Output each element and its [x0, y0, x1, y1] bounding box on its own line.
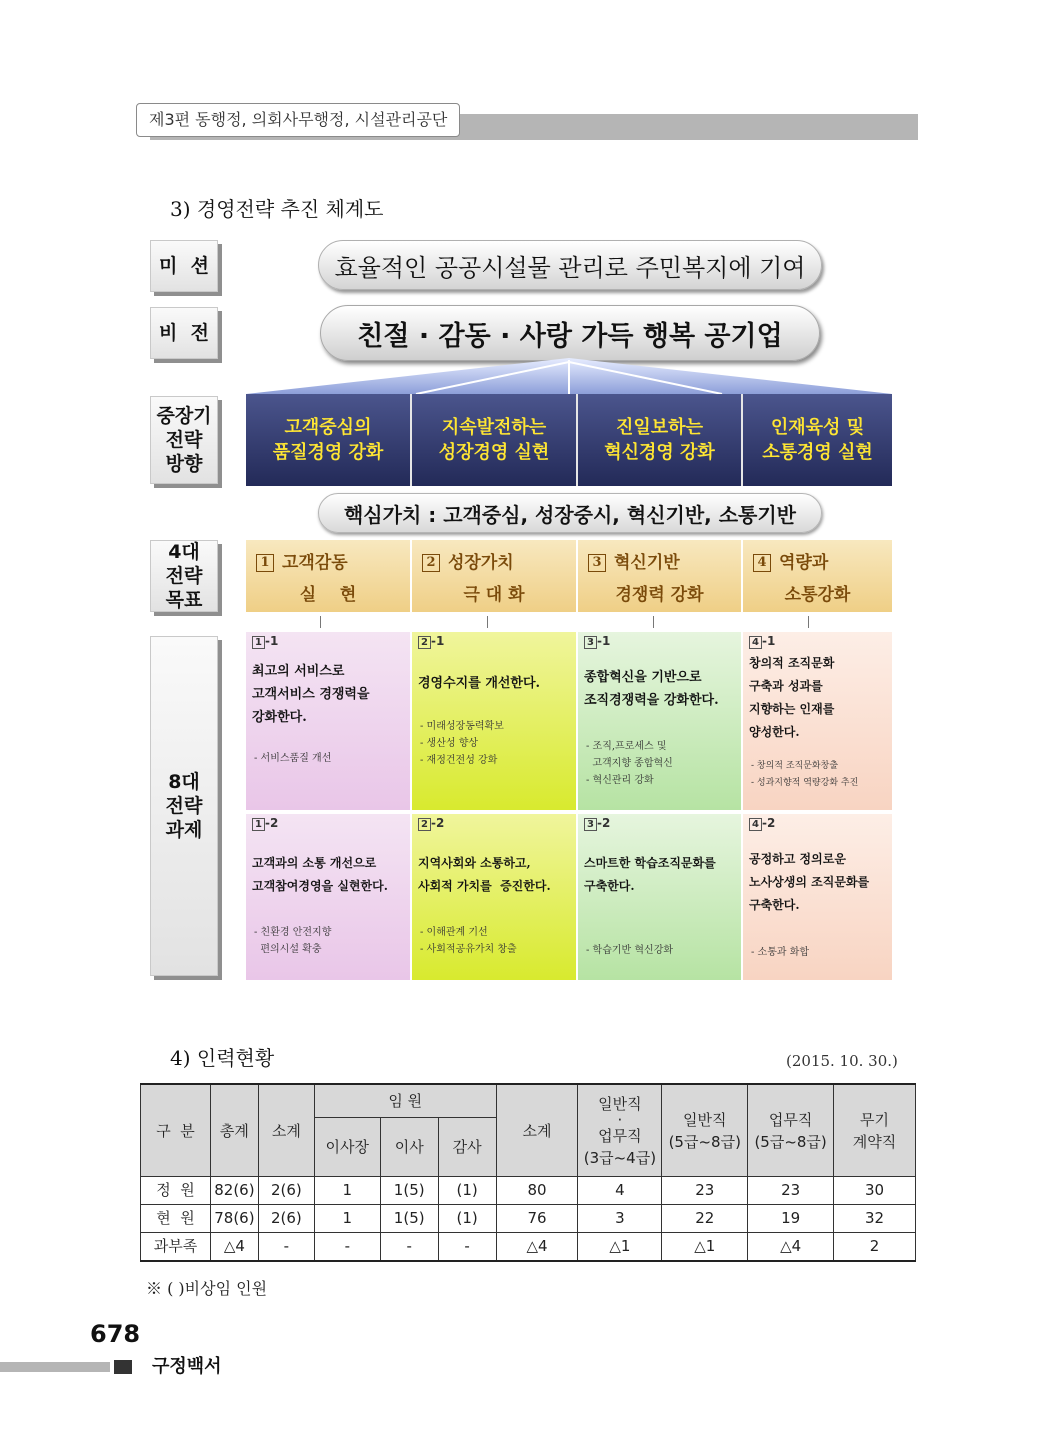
header-executives: 임 원: [314, 1084, 496, 1118]
task-box: 4 -2 공정하고 정의로운 노사상생의 조직문화를 구축한다. - 소통과 화합: [743, 814, 892, 980]
header-indefinite: 무기 계약직: [834, 1084, 916, 1177]
section-title-staffing: 4) 인력현황: [170, 1046, 275, 1070]
table-row: [141, 1233, 916, 1262]
table-cell: 82(6): [210, 1177, 258, 1205]
task-box: 2 -2 지역사회와 소통하고, 사회적 가치를 증진한다. - 이해관계 기선 - 사회적공유가치 창출: [412, 814, 576, 980]
table-cell: 1(5): [380, 1177, 438, 1205]
table-cell: 4: [578, 1177, 662, 1205]
table-cell: 76: [496, 1205, 578, 1233]
label-tasks: 8대 전략 과제: [150, 636, 218, 976]
section-title-strategy: 3) 경영전략 추진 체계도: [170, 197, 384, 221]
label-goals: 4대 전략 목표: [150, 540, 218, 612]
footer-bar: [0, 1362, 110, 1372]
table-cell: 2: [834, 1233, 916, 1262]
table-cell: 2(6): [258, 1177, 314, 1205]
direction-box: 진일보하는 혁신경영 강화: [578, 394, 743, 486]
table-cell: (1): [438, 1205, 496, 1233]
table-cell: 1: [314, 1177, 380, 1205]
roof-graphic: [246, 358, 892, 394]
header-auditor: 감사: [438, 1118, 496, 1177]
table-row: [141, 1205, 916, 1233]
table-cell: 2(6): [258, 1205, 314, 1233]
table-cell: 22: [662, 1205, 748, 1233]
header-director: 이사: [380, 1118, 438, 1177]
table-cell: 현 원: [141, 1205, 211, 1233]
as-of-date: (2015. 10. 30.): [786, 1052, 898, 1070]
connector-tick: [320, 616, 321, 628]
book-title: 구정백서: [152, 1356, 222, 1377]
header-exec-subtotal: 소계: [258, 1084, 314, 1177]
table-cell: 23: [748, 1177, 834, 1205]
core-values: 핵심가치 : 고객중심, 성장중시, 혁신기반, 소통기반: [318, 493, 822, 533]
page-number: 678: [90, 1320, 141, 1348]
table-cell: △4: [496, 1233, 578, 1262]
goal-box: 2 성장가치 극 대 화: [412, 540, 578, 612]
table-cell: 3: [578, 1205, 662, 1233]
table-cell: -: [380, 1233, 438, 1262]
table-cell: 30: [834, 1177, 916, 1205]
table-cell: 1: [314, 1205, 380, 1233]
table-cell: 과부족: [141, 1233, 211, 1262]
header-general: 일반직 (5급~8급): [662, 1084, 748, 1177]
table-cell: (1): [438, 1177, 496, 1205]
header-service: 업무직 (5급~8급): [748, 1084, 834, 1177]
connector-tick: [808, 616, 809, 628]
task-box: 3 -2 스마트한 학습조직문화를 구축한다. - 학습기반 혁신강화: [578, 814, 741, 980]
mission-statement: 효율적인 공공시설물 관리로 주민복지에 기여: [318, 240, 822, 290]
vision-statement: 친절 · 감동 · 사랑 가득 행복 공기업: [320, 305, 820, 361]
header-staff-subtotal: 소계: [496, 1084, 578, 1177]
connector-tick: [487, 616, 488, 628]
table-cell: 78(6): [210, 1205, 258, 1233]
chapter-title: 제3편 동행정, 의회사무행정, 시설관리공단: [136, 103, 460, 137]
table-cell: -: [438, 1233, 496, 1262]
connector-tick: [653, 616, 654, 628]
table-row: [141, 1177, 916, 1205]
goal-box: 1 고객감동 실 현: [246, 540, 412, 612]
table-cell: 1(5): [380, 1205, 438, 1233]
task-box: 3 -1 종합혁신을 기반으로 조직경쟁력을 강화한다. - 조직,프로세스 및 고객지향 종합혁신 - 혁신관리 강화: [578, 632, 741, 810]
table-cell: 23: [662, 1177, 748, 1205]
direction-box: 지속발전하는 성장경영 실현: [412, 394, 578, 486]
table-cell: △4: [748, 1233, 834, 1262]
table-cell: △4: [210, 1233, 258, 1262]
table-note: ※ ( )비상임 인원: [146, 1279, 268, 1298]
goal-box: 4 역량과 소통강화: [743, 540, 892, 612]
table-cell: 32: [834, 1205, 916, 1233]
label-mission: 미 션: [150, 240, 218, 292]
label-direction: 중장기 전략 방향: [150, 396, 218, 484]
task-box: 1 -2 고객과의 소통 개선으로 고객참여경영을 실현한다. - 친환경 안전지향 편의시설 확충: [246, 814, 410, 980]
table-cell: -: [314, 1233, 380, 1262]
direction-box: 고객중심의 품질경영 강화: [246, 394, 412, 486]
table-cell: 19: [748, 1205, 834, 1233]
table-cell: 정 원: [141, 1177, 211, 1205]
task-box: 4 -1 창의적 조직문화 구축과 성과를 지향하는 인재를 양성한다. - 창의적 조직문화창출 - 성과지향적 역량강화 추진: [743, 632, 892, 810]
header-general-mid: 일반직 · 업무직 (3급~4급): [578, 1084, 662, 1177]
staffing-table: [140, 1083, 916, 1262]
header-total: 총계: [210, 1084, 258, 1177]
table-cell: 80: [496, 1177, 578, 1205]
header-chairman: 이사장: [314, 1118, 380, 1177]
label-vision: 비 전: [150, 307, 218, 359]
table-cell: △1: [578, 1233, 662, 1262]
header-category: 구 분: [141, 1084, 211, 1177]
table-cell: △1: [662, 1233, 748, 1262]
task-box: 1 -1 최고의 서비스로 고객서비스 경쟁력을 강화한다. - 서비스품질 개선: [246, 632, 410, 810]
footer-square: [114, 1360, 132, 1374]
table-cell: -: [258, 1233, 314, 1262]
task-box: 2 -1 경영수지를 개선한다. - 미래성장동력확보 - 생산성 향상 - 재정건전성 강화: [412, 632, 576, 810]
goal-box: 3 혁신기반 경쟁력 강화: [578, 540, 743, 612]
direction-box: 인재육성 및 소통경영 실현: [743, 394, 892, 486]
